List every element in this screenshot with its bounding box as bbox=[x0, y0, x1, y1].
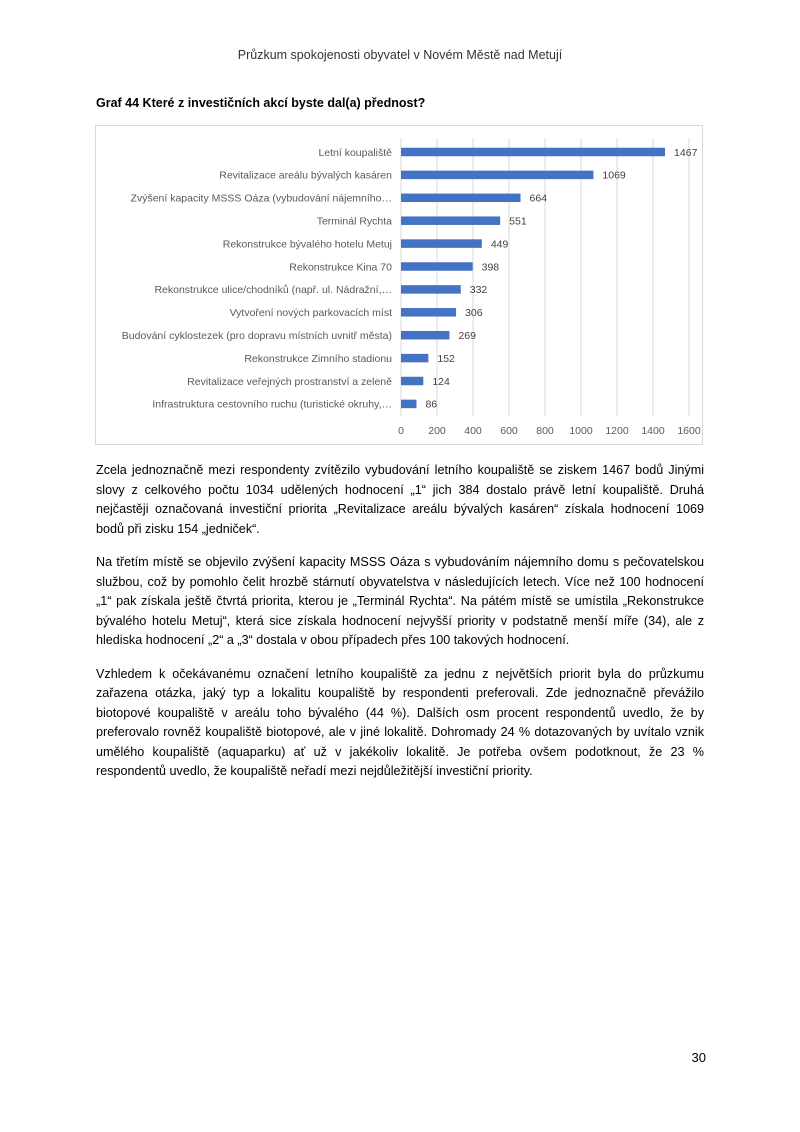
x-tick-label: 0 bbox=[398, 425, 404, 437]
bar bbox=[401, 239, 482, 248]
x-tick-label: 800 bbox=[536, 425, 554, 437]
bar-chart bbox=[95, 125, 703, 445]
data-label: 86 bbox=[425, 398, 438, 411]
x-tick-label: 1600 bbox=[677, 425, 701, 437]
category-label: Rekonstrukce bývalého hotelu Metuj bbox=[222, 238, 392, 251]
bar bbox=[401, 148, 665, 157]
data-label: 332 bbox=[469, 284, 488, 297]
category-label: Infrastruktura cestovního ruchu (turistické okruhy,… bbox=[152, 398, 392, 411]
category-label: Rekonstrukce Zimního stadionu bbox=[244, 352, 392, 365]
bar bbox=[401, 262, 473, 271]
bar bbox=[401, 285, 461, 294]
data-label: 449 bbox=[490, 238, 509, 251]
bar bbox=[401, 171, 593, 180]
bar bbox=[401, 331, 449, 340]
bar bbox=[401, 354, 428, 363]
data-label: 124 bbox=[432, 375, 450, 388]
data-label: 1069 bbox=[602, 169, 626, 182]
x-tick-label: 1000 bbox=[569, 425, 593, 437]
bar bbox=[401, 377, 423, 386]
chart-svg bbox=[96, 126, 702, 444]
page-number: 30 bbox=[691, 1050, 706, 1065]
category-label: Rekonstrukce Kina 70 bbox=[289, 261, 392, 274]
x-tick-label: 400 bbox=[464, 425, 482, 437]
paragraph-2: Na třetím místě se objevilo zvýšení kapacity MSSS Oáza s vybudováním nájemního domu s pečovatelskou službou, což by pomohlo čelit hrozbě stárnutí obyvatelstva v následujících letech. Více než 100 hodnocení „1“ pak získala ještě čtvrtá priorita, kterou je „Terminál Rychta“. Na pátém místě se umístila „Rekonstrukce bývalého hotelu Metuj“, která sice získala hodnocení nejvyšší priority v podstatně menší míře (34), ale z hlediska hodnocení „2“ a „3“ dostala v obou případech přes 100 takových hodnocení. bbox=[96, 555, 704, 647]
bar bbox=[401, 400, 416, 409]
category-label: Zvýšení kapacity MSSS Oáza (vybudování nájemního… bbox=[130, 192, 392, 205]
data-label: 1467 bbox=[674, 146, 698, 159]
category-label: Revitalizace areálu bývalých kasáren bbox=[219, 169, 392, 182]
bar bbox=[401, 308, 456, 317]
data-label: 664 bbox=[529, 192, 548, 205]
bar bbox=[401, 194, 521, 203]
x-tick-label: 1400 bbox=[641, 425, 665, 437]
paragraph-3: Vzhledem k očekávanému označení letního koupaliště za jednu z největších priorit byla do průzkumu zařazena otázka, jaký typ a lokalitu koupaliště by respondenti preferovali. Zde jednoznačně převážilo biotopové koupaliště v areálu toho bývalého (44 %). Dalších osm procent respondentů uvedlo, že by preferovalo rovněž koupaliště biotopové, ale v jiné lokalitě. Dohromady 24 % dotazovaných by uvítalo vznik umělého koupaliště (aquaparku) ať už v jakékoliv lokalitě. Je potřeba ovšem podotknout, že 23 % respondentů uvedlo, že koupaliště neřadí mezi nejdůležitější investiční priority. bbox=[96, 666, 704, 778]
category-label: Vytvoření nových parkovacích míst bbox=[229, 307, 392, 320]
category-label: Revitalizace veřejných prostranství a zeleně bbox=[187, 375, 392, 388]
x-tick-label: 600 bbox=[500, 425, 518, 437]
data-label: 306 bbox=[465, 307, 483, 320]
category-label: Terminál Rychta bbox=[316, 215, 392, 228]
x-tick-label: 1200 bbox=[605, 425, 629, 437]
bar bbox=[401, 216, 500, 225]
figure-caption: Graf 44 Které z investičních akcí byste dal(a) přednost? bbox=[96, 96, 426, 110]
data-label: 269 bbox=[458, 330, 476, 342]
category-label: Letní koupaliště bbox=[318, 146, 392, 159]
category-label: Budování cyklostezek (pro dopravu místních uvnitř města) bbox=[121, 330, 392, 342]
category-label: Rekonstrukce ulice/chodníků (např. ul. Nádražní,… bbox=[154, 284, 392, 297]
body-text bbox=[96, 461, 704, 796]
data-label: 398 bbox=[481, 261, 500, 274]
running-header: Průzkum spokojenosti obyvatel v Novém Městě nad Metují bbox=[237, 48, 563, 62]
x-tick-label: 200 bbox=[428, 425, 446, 437]
data-label: 551 bbox=[509, 215, 527, 228]
paragraph-1: Zcela jednoznačně mezi respondenty zvítězilo vybudování letního koupaliště se ziskem 1467 bodů Jinými slovy z celkového počtu 1034 udělených hodnocení „1“ jich 384 dostalo právě letní koupaliště. Druhá nejčastěji označovaná investiční priorita „Revitalizace areálu bývalých kasáren“ získala hodnocení 1069 bodů při zisku 154 „jedniček“. bbox=[96, 463, 704, 536]
data-label: 152 bbox=[437, 352, 455, 365]
